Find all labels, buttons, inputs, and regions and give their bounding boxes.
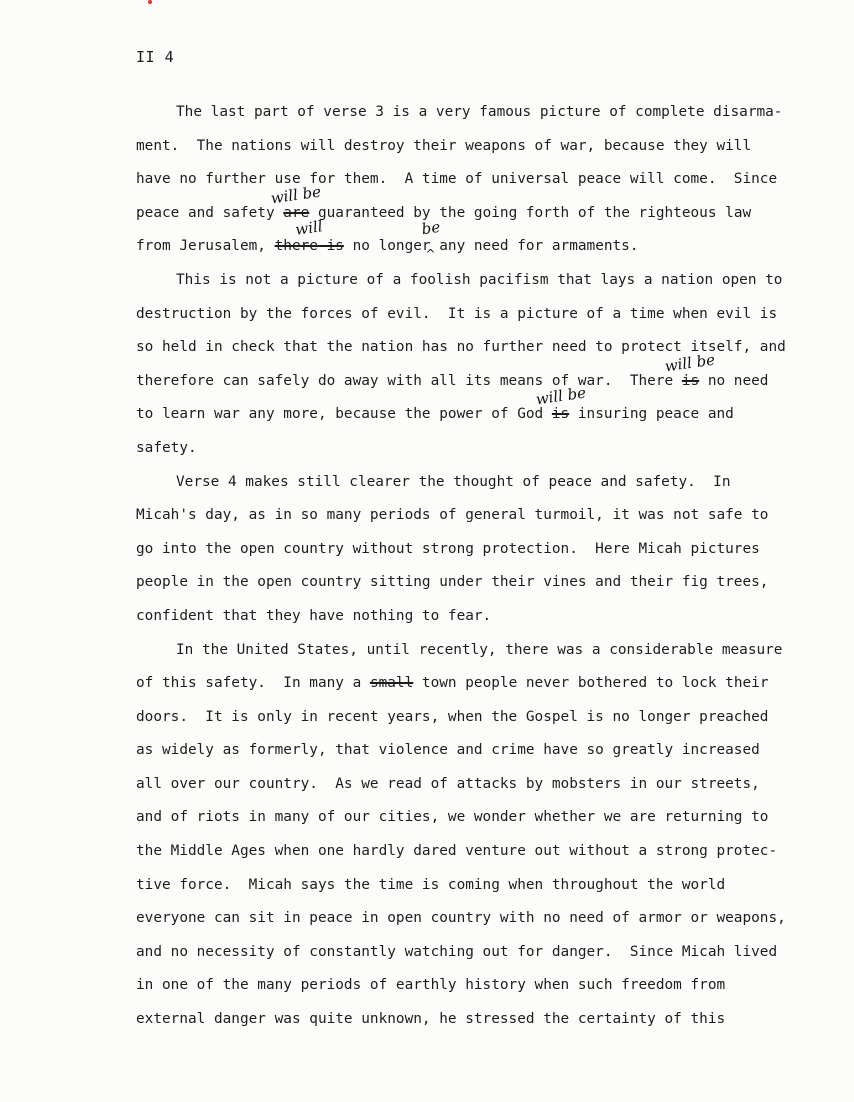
text-line: and of riots in many of our cities, we wonder whether we are returning to [136, 809, 769, 826]
text-fragment: therefore can safely do away with all its means of war. There [136, 372, 682, 389]
text-line: destruction by the forces of evil. It is a picture of a time when evil is [136, 305, 778, 322]
caret-mark: ^ [425, 247, 436, 262]
handwritten-insert: will be [269, 182, 323, 208]
struck-text: there is [274, 238, 344, 255]
struck-text: small [369, 675, 414, 692]
edit-group [534, 383, 587, 432]
struck-text: is [681, 372, 700, 389]
text-line: Verse 4 makes still clearer the thought of peace and safety. In [176, 473, 731, 490]
ink-spot [148, 0, 152, 4]
body-text [136, 96, 786, 1037]
text-line: doors. It is only in recent years, when the Gospel is no longer preached [136, 708, 769, 725]
edit-group [274, 217, 344, 264]
text-line: and no necessity of constantly watching out for danger. Since Micah lived [136, 943, 778, 960]
text-line: go into the open country without strong protection. Here Micah pictures [136, 540, 760, 557]
text-line: Micah's day, as in so many periods of general turmoil, it was not safe to [136, 507, 769, 524]
text-fragment: town people never bothered to lock their [413, 675, 769, 692]
handwritten-insert: will [294, 217, 324, 240]
text-line: the Middle Ages when one hardly dared venture out without a strong protec- [136, 843, 778, 860]
handwritten-insert: will be [664, 350, 717, 376]
text-fragment: to learn war any more, because the power of God [136, 406, 552, 423]
paragraph-1 [136, 96, 783, 264]
text-line-edited [136, 217, 776, 264]
page-number: II 4 [136, 48, 175, 66]
text-line-edited [136, 350, 776, 399]
paragraph-3 [136, 466, 776, 634]
text-line: safety. [136, 439, 197, 456]
paragraph-4 [136, 634, 786, 1037]
text-line: In the United States, until recently, there was a considerable measure [176, 641, 783, 658]
text-line-edited [136, 182, 776, 231]
text-line: all over our country. As we read of attacks by mobsters in our streets, [136, 775, 760, 792]
text-line-edited [136, 667, 776, 701]
text-fragment: of this safety. In many a [136, 675, 370, 692]
text-line: in one of the many periods of earthly history when such freedom from [136, 977, 726, 994]
struck-text: are [283, 204, 310, 221]
text-line: everyone can sit in peace in open country with no need of armor or weapons, [136, 910, 786, 927]
text-line: ment. The nations will destroy their weapons of war, because they will [136, 137, 752, 154]
text-fragment: peace and safety [136, 204, 284, 221]
text-line: as widely as formerly, that violence and crime have so greatly increased [136, 742, 760, 759]
edit-group [664, 350, 717, 399]
text-fragment: from Jerusalem, [136, 238, 275, 255]
handwritten-insert: will be [534, 383, 587, 409]
text-line-edited [136, 383, 776, 432]
paragraph-2 [136, 264, 786, 466]
text-line: external danger was quite unknown, he stressed the certainty of this [136, 1011, 726, 1028]
edit-group [343, 218, 441, 264]
text-line: confident that they have nothing to fear. [136, 607, 492, 624]
handwritten-insert: be [420, 218, 441, 239]
text-fragment: any need for armaments. [430, 238, 639, 255]
text-fragment: guaranteed by the going forth of the righteous law [309, 204, 752, 221]
text-line: people in the open country sitting under their vines and their fig trees, [136, 574, 769, 591]
text-fragment: no longer [343, 238, 431, 255]
text-fragment: no need [699, 372, 769, 389]
struck-text: is [551, 406, 570, 423]
text-line: have no further use for them. A time of universal peace will come. Since [136, 171, 778, 188]
text-line: This is not a picture of a foolish pacifism that lays a nation open to [176, 271, 783, 288]
text-fragment: insuring peace and [569, 406, 734, 423]
text-line: tive force. Micah says the time is coming when throughout the world [136, 876, 726, 893]
text-line: The last part of verse 3 is a very famous picture of complete disarma- [176, 104, 783, 120]
text-line: so held in check that the nation has no further need to protect itself, and [136, 339, 786, 356]
